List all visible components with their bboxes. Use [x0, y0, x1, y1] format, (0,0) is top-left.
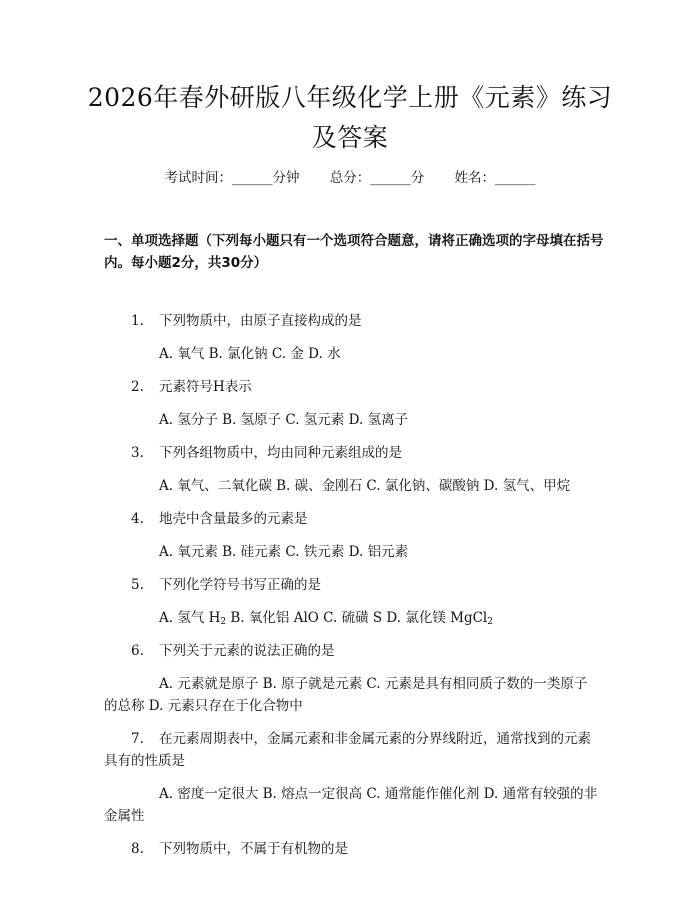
question-text: 下列关于元素的说法正确的是 — [159, 643, 335, 659]
question-4-options: A. 氧元素 B. 硅元素 C. 铁元素 D. 铝元素 — [159, 544, 409, 560]
question-7 — [104, 728, 599, 772]
total-score: 总分：______分 — [329, 170, 425, 186]
subscript: 2 — [220, 617, 227, 627]
section-heading: 一、单项选择题（下列每小题只有一个选项符合题意，请将正确选项的字母填在括号内。每小题2分，共30分） — [104, 233, 604, 271]
option-b-text: B. 氧化铝 AlO C. 硫磺 S D. 氯化镁 MgCl — [226, 610, 488, 626]
question-7-options: A. 密度一定很大 B. 熔点一定很高 C. 通常能作催化剂 D. 通常有较强的非金属性 — [104, 786, 598, 824]
question-number: 2. — [131, 379, 144, 395]
question-text: 下列化学符号书写正确的是 — [159, 577, 321, 593]
subscript: 2 — [487, 617, 493, 627]
question-3-options: A. 氧气、二氧化碳 B. 碳、金刚石 C. 氯化钠、碳酸钠 D. 氢气、甲烷 — [159, 478, 571, 494]
question-1 — [104, 310, 599, 332]
question-6 — [104, 640, 599, 662]
question-text: 在元素周期表中，金属元素和非金属元素的分界线附近，通常找到的元素具有的性质是 — [104, 731, 591, 769]
question-text: 下列各组物质中，均由同种元素组成的是 — [159, 445, 402, 461]
question-5 — [104, 574, 599, 596]
question-number: 8. — [131, 841, 144, 857]
question-text: 地壳中含量最多的元素是 — [159, 511, 308, 527]
question-6-options: A. 元素就是原子 B. 原子就是元素 C. 元素是具有相同质子数的一类原子的总称 D. 元素只存在于化合物中 — [104, 676, 588, 714]
question-number: 5. — [131, 577, 144, 593]
exam-time: 考试时间：______分钟 — [164, 170, 300, 186]
question-text: 下列物质中，由原子直接构成的是 — [159, 313, 362, 329]
question-2-options: A. 氢分子 B. 氢原子 C. 氢元素 D. 氢离子 — [159, 412, 409, 428]
document-title: 2026年春外研版八年级化学上册《元素》练习及答案 — [87, 83, 613, 152]
option-a-text: A. 氢气 H — [159, 610, 221, 626]
question-number: 7. — [131, 731, 144, 747]
question-number: 4. — [131, 511, 144, 527]
question-2 — [104, 376, 599, 398]
question-3 — [104, 442, 599, 464]
exam-meta — [0, 168, 700, 188]
question-number: 6. — [131, 643, 144, 659]
question-8 — [104, 838, 599, 860]
question-text: 元素符号H表示 — [159, 379, 252, 395]
question-text: 下列物质中，不属于有机物的是 — [159, 841, 348, 857]
question-5-options — [104, 607, 599, 629]
question-4 — [104, 508, 599, 530]
question-number: 3. — [131, 445, 144, 461]
question-number: 1. — [131, 313, 144, 329]
question-1-options: A. 氧气 B. 氯化钠 C. 金 D. 水 — [159, 346, 341, 362]
student-name: 姓名：______ — [454, 170, 536, 186]
